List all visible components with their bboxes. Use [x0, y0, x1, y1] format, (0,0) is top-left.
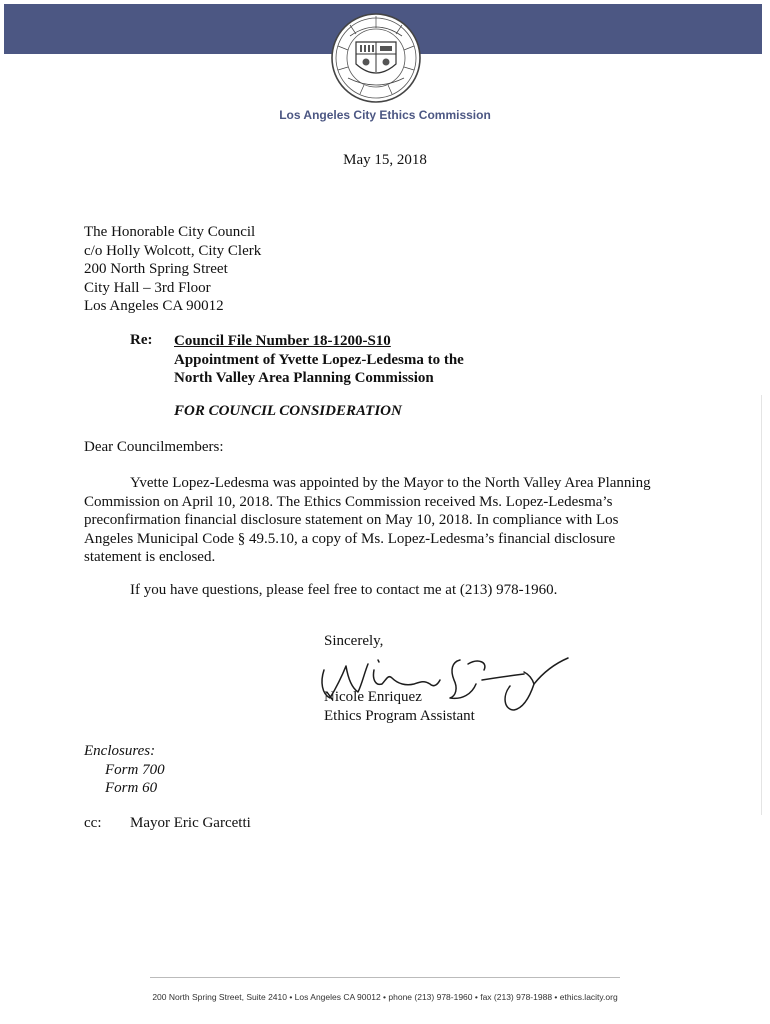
- salutation: Dear Councilmembers:: [84, 439, 224, 455]
- footer-divider: [150, 977, 620, 978]
- subject-block: [174, 332, 464, 388]
- footer-contact: 200 North Spring Street, Suite 2410 • Los Angeles CA 90012 • phone (213) 978-1960 • fax (213) 978-1988 • ethics.lacity.org: [152, 992, 618, 1002]
- enclosures-block: [84, 742, 165, 798]
- recipient-line: Los Angeles CA 90012: [84, 298, 224, 314]
- enclosure-item: Form 700: [105, 761, 165, 778]
- scan-edge-line: [761, 395, 762, 815]
- recipient-line: 200 North Spring Street: [84, 261, 228, 277]
- contact-paragraph: [84, 581, 684, 600]
- signer-title: Ethics Program Assistant: [324, 707, 475, 724]
- paragraph-line: statement is enclosed.: [84, 549, 216, 565]
- consideration-note: FOR COUNCIL CONSIDERATION: [174, 403, 402, 419]
- cc-label: cc:: [84, 815, 102, 831]
- recipient-address: [84, 223, 261, 316]
- city-seal-icon: [330, 12, 422, 104]
- paragraph-line: Commission on April 10, 2018. The Ethics Commission received Ms. Lopez-Ledesma’s: [84, 493, 613, 510]
- enclosures-label: Enclosures:: [84, 743, 156, 759]
- letter-date: May 15, 2018: [343, 152, 427, 168]
- organization-name: Los Angeles City Ethics Commission: [279, 108, 491, 122]
- council-file-number: Council File Number 18-1200-S10: [174, 333, 391, 349]
- recipient-line: c/o Holly Wolcott, City Clerk: [84, 242, 262, 259]
- subject-line: Appointment of Yvette Lopez-Ledesma to the: [174, 351, 464, 368]
- paragraph-line: Angeles Municipal Code § 49.5.10, a copy of Ms. Lopez-Ledesma’s financial disclosure: [84, 530, 616, 547]
- paragraph-line: If you have questions, please feel free to contact me at (213) 978-1960.: [130, 582, 558, 598]
- enclosure-item: Form 60: [105, 780, 158, 796]
- closing: Sincerely,: [324, 633, 384, 649]
- body-paragraph: [84, 474, 684, 567]
- signer-name: Nicole Enriquez: [324, 689, 422, 705]
- recipient-line: City Hall – 3rd Floor: [84, 279, 211, 296]
- cc-recipient: Mayor Eric Garcetti: [130, 815, 251, 831]
- handwritten-signature: [312, 640, 582, 720]
- re-label: Re:: [130, 332, 153, 348]
- paragraph-line: preconfirmation financial disclosure statement on May 10, 2018. In compliance with Los: [84, 512, 619, 528]
- paragraph-line: Yvette Lopez-Ledesma was appointed by the Mayor to the North Valley Area Planning: [130, 475, 651, 491]
- recipient-line: The Honorable City Council: [84, 224, 256, 240]
- subject-line: North Valley Area Planning Commission: [174, 370, 434, 386]
